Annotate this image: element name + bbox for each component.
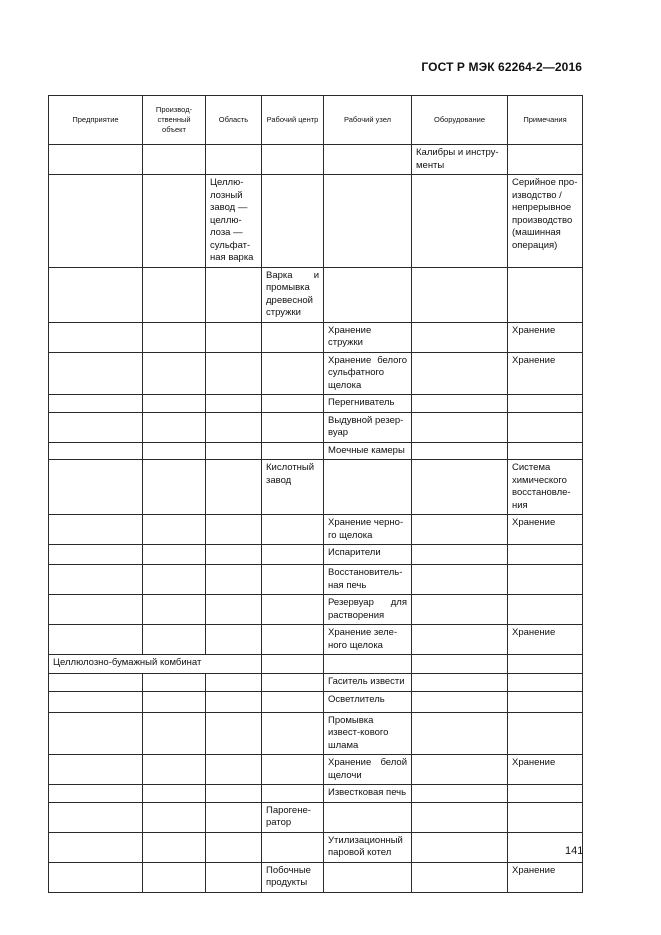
cell-area: Целлю-лозный завод — целлю-лоза — сульфат-ная варка xyxy=(206,175,262,268)
cell-work-unit: Хранение белого сульфатного щелока xyxy=(324,352,412,395)
cell-notes: Хранение xyxy=(508,322,583,352)
cell-notes: Хранение xyxy=(508,352,583,395)
table-row xyxy=(49,442,583,460)
table-row xyxy=(49,145,583,175)
table-row xyxy=(49,175,583,268)
table-row xyxy=(49,712,583,755)
table-row xyxy=(49,412,583,442)
table-row xyxy=(49,565,583,595)
table-row xyxy=(49,515,583,545)
table-row xyxy=(49,674,583,692)
table-row xyxy=(49,832,583,862)
cell-notes: Серийное про-изводство / непрерывное производство (машинная операция) xyxy=(508,175,583,268)
table-row xyxy=(49,352,583,395)
cell-work-unit: Осветлитель xyxy=(324,691,412,712)
cell-work-unit: Моечные камеры xyxy=(324,442,412,460)
cell-notes: Хранение xyxy=(508,625,583,655)
cell-work-unit: Гаситель извести xyxy=(324,674,412,692)
table-row xyxy=(49,545,583,565)
table-row xyxy=(49,625,583,655)
col-header-area: Область xyxy=(206,96,262,145)
cell-work-unit: Выдувной резер-вуар xyxy=(324,412,412,442)
cell-work-unit: Промывка извест-кового шлама xyxy=(324,712,412,755)
table-row xyxy=(49,322,583,352)
table-row xyxy=(49,862,583,892)
cell-notes: Хранение xyxy=(508,515,583,545)
col-header-equipment: Оборудование xyxy=(412,96,508,145)
cell-work-unit: Известковая печь xyxy=(324,785,412,803)
cell-work-unit: Восстановитель-ная печь xyxy=(324,565,412,595)
table-row xyxy=(49,267,583,322)
table-row xyxy=(49,802,583,832)
cell-notes: Хранение xyxy=(508,862,583,892)
table-row xyxy=(49,785,583,803)
cell-work-unit: Перегниватель xyxy=(324,395,412,413)
cell-notes: Хранение xyxy=(508,755,583,785)
table-row xyxy=(49,691,583,712)
cell-work-center: Побочные продукты xyxy=(262,862,324,892)
table-row xyxy=(49,655,583,674)
col-header-enterprise: Предприятие xyxy=(49,96,143,145)
table-row xyxy=(49,460,583,515)
cell-work-unit: Резервуар для растворения xyxy=(324,595,412,625)
cell-work-unit: Хранение стружки xyxy=(324,322,412,352)
cell-work-unit: Испарители xyxy=(324,545,412,565)
cell-work-unit: Хранение черно-го щелока xyxy=(324,515,412,545)
cell-work-unit: Хранение зеле-ного щелока xyxy=(324,625,412,655)
cell-work-center: Парогене-ратор xyxy=(262,802,324,832)
cell-work-center: Варка и промывка древесной стружки xyxy=(262,267,324,322)
table-row xyxy=(49,595,583,625)
table-row xyxy=(49,395,583,413)
col-header-notes: Примечания xyxy=(508,96,583,145)
cell-enterprise-site: Целлюлозно-бумажный комбинат xyxy=(49,655,262,674)
table-header-row xyxy=(49,96,583,145)
table-row xyxy=(49,755,583,785)
col-header-work-unit: Рабочий узел xyxy=(324,96,412,145)
cell-work-unit: Утилизационный паровой котел xyxy=(324,832,412,862)
document-header: ГОСТ Р МЭК 62264-2—2016 xyxy=(421,60,582,74)
cell-equipment: Калибры и инстру-менты xyxy=(412,145,508,175)
hierarchy-table xyxy=(48,95,583,893)
cell-work-unit: Хранение белой щелочи xyxy=(324,755,412,785)
col-header-work-center: Рабочий центр xyxy=(262,96,324,145)
cell-notes: Система химического восстановле-ния xyxy=(508,460,583,515)
col-header-site: Производ-ственный объект xyxy=(143,96,206,145)
page-number: 141 xyxy=(565,845,584,857)
cell-work-center: Кислотный завод xyxy=(262,460,324,515)
